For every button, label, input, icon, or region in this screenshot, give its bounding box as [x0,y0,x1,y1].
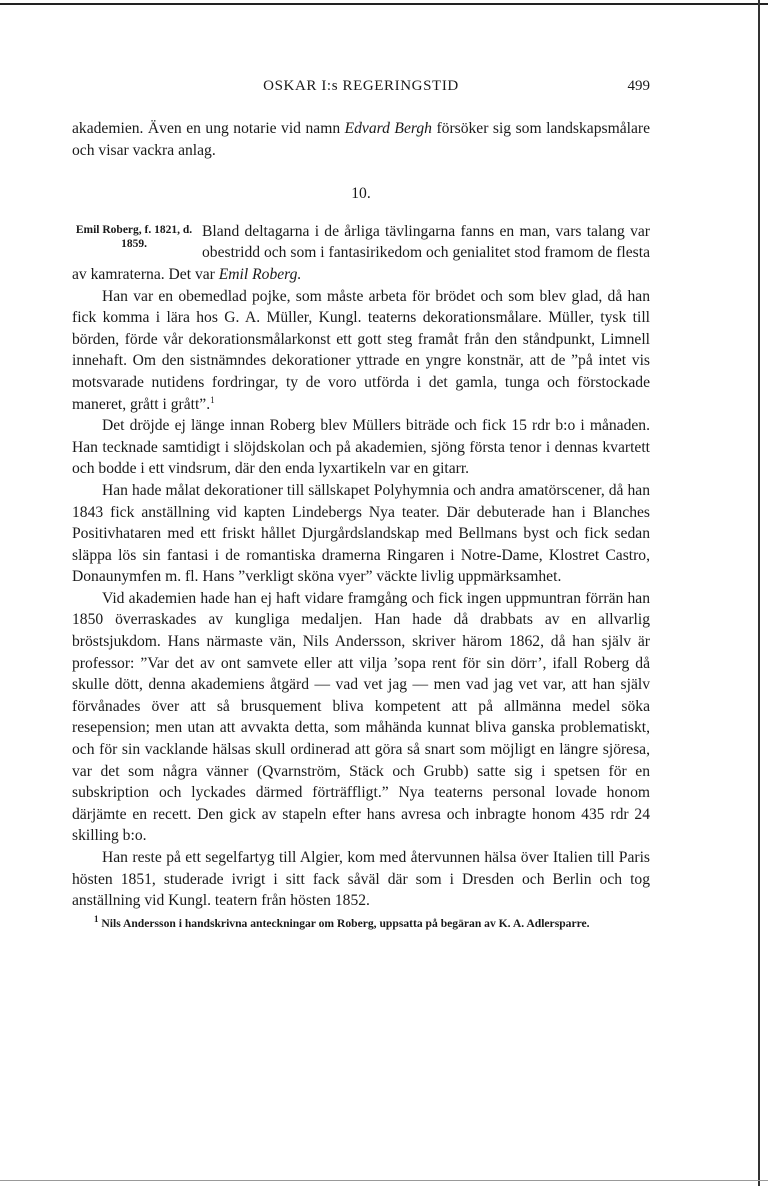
section-number: 10. [351,185,371,203]
margin-note: Emil Roberg, f. 1821, d. 1859. [75,223,193,250]
bottom-border-line [0,1180,768,1181]
footnote [72,913,650,931]
top-border-line [0,3,768,5]
paragraph-3: Han var en obemedlad pojke, som måste arbeta för brödet och som blev glad, då han fick komma i lära hos G. A. Müller, Kungl. teaterns dekorationsmålare. Müller, tysk till börden, förde vår dekorationsmålarkonst ett gott steg framåt från den ståndpunkt, Limnell innehaft. Om den sistnämndes dekorationer yttrade en yngre konstnär, att de ”på intet vis motsvarade nutidens fordringar, ty de voro utförda i det gamla, tunga och förstockade maneret, grått i grått”.$^1$ [72,287,650,413]
page-number: 499 [627,78,650,94]
name-edvard-bergh: Edvard Bergh [344,120,432,137]
right-border-line [758,0,760,1186]
page-body [72,118,650,931]
paragraph-4: Det dröjde ej länge innan Roberg blev Müllers biträde och fick 15 rdr b:o i månaden. Han tecknade samtidigt i slöjdskolan och på akademien, sjöng första tenor i dennas kvartett och bodde i ett vindsrum, där den enda lyxartikeln var en gitarr. [72,417,650,478]
footnote-mark: 1 [94,913,99,924]
running-title: OSKAR I:s REGERINGSTID [263,78,459,94]
paragraph-5: Han hade målat dekorationer till sällskapet Polyhymnia och andra amatörscener, då han 1843 fick anställning vid kapten Lindebergs Nya teater. Där debuterade han i Blanches Positivhataren med ett friskt hållet Djurgårdslandskap med Bellmans byst och fick sedan släppa lös sin fantasi i de romantiska dramerna Ringaren i Notre-Dame, Klostret Castro, Donaunymfen m. fl. Hans ”verkligt sköna vyer” väckte livlig uppmärksamhet. [72,481,650,586]
paragraph-6: Vid akademien hade han ej haft vidare framgång och fick ingen uppmuntran förrän han 1850 överraskades av kungliga medaljen. Han hade då drabbats av en allvarlig bröstsjukdom. Hans närmaste vän, Nils Andersson, skriver härom 1862, då han själv är professor: ”Var det av ont samvete eller att vilja ’sopa rent för sin dörr’, ifall Roberg då skulle dött, denna akademiens åtgärd — vad vet jag — men vad jag vet var, att han själv förvånades över att så brusquement bliva kompetent att på allmänna medel söka resepension; men utan att avvakta detta, som måhända kunnat bliva ganska problematiskt, och för sin vacklande hälsas skull ordinerad att göra så snart som möjligt en längre sjöresa, var det som några vänner (Qvarnström, Stäck och Grubb) satte sig i spetsen för en subskription och lyckades därmed förträffligt.” Nya teaterns personal lovade honom därjämte en recett. Den gick av stapeln efter hans avresa och inbragte honom 435 rdr 24 skilling b:o. [72,589,650,845]
footnote-reference: 1 [210,394,215,405]
paragraph-1: akademien. Även en ung notarie vid namn Edvard Bergh försöker sig som landskapsmålare och visar vackra anlag. [72,120,650,159]
paragraph-7: Han reste på ett segelfartyg till Algier, kom med återvunnen hälsa över Italien till Paris hösten 1851, studerade ivrigt i sitt fack såväl där som i Dresden och Berlin och tog anställning vid Kungl. teatern från hösten 1852. [72,849,650,910]
paragraph-2: Emil Roberg, f. 1821, d. 1859. Bland deltagarna i de årliga tävlingarna fanns en man, vars talang var obestridd och som i fantasirikedom och genialitet stod framom de flesta av kamraterna. Det var Emil Roberg. [72,222,650,283]
running-header [72,78,650,100]
footnote-text: Nils Andersson i handskrivna anteckningar om Roberg, uppsatta på begäran av K. A. Adlersparre. [98,916,590,930]
name-emil-roberg: Emil Roberg. [218,265,302,283]
